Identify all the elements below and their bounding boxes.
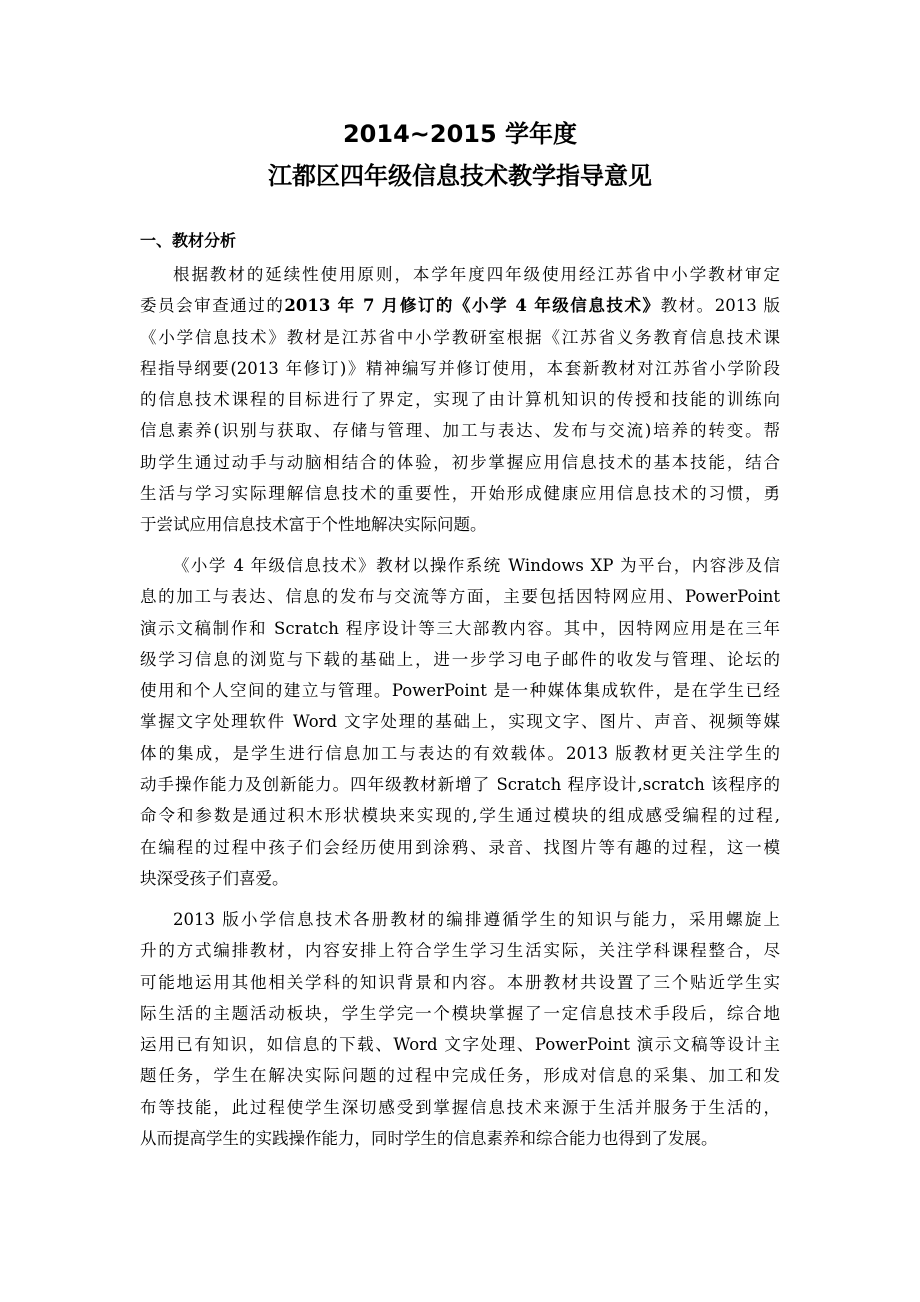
paragraph-line: 信息素养(识别与获取、存储与管理、加工与表达、发布与交流)培养的转变。帮	[140, 421, 780, 441]
paragraph-line	[140, 290, 780, 321]
paragraph-line: 从而提高学生的实践操作能力，同时学生的信息素养和综合能力也得到了发展。	[140, 1129, 718, 1149]
paragraph-line: 命令和参数是通过积木形状模块来实现的,学生通过模块的组成感受编程的过程,	[140, 806, 780, 826]
paragraph-line: 掌握文字处理软件 Word 文字处理的基础上，实现文字、图片、声音、视频等媒	[140, 712, 780, 732]
paragraph-line: 程指导纲要(2013 年修订)》精神编写并修订使用，本套新教材对江苏省小学阶段	[140, 358, 780, 378]
paragraph-line: 运用已有知识，如信息的下载、Word 文字处理、PowerPoint 演示文稿等设计主	[140, 1035, 780, 1055]
paragraph-line: 体的集成，是学生进行信息加工与表达的有效载体。2013 版教材更关注学生的	[140, 743, 780, 763]
paragraph-line: 演示文稿制作和 Scratch 程序设计等三大部教内容。其中，因特网应用是在三年	[140, 618, 780, 638]
paragraph-line: 级学习信息的浏览与下载的基础上，进一步学习电子邮件的收发与管理、论坛的	[140, 649, 780, 669]
text-span: 委员会审查通过的	[140, 296, 285, 316]
paragraph-line: 的信息技术课程的目标进行了界定，实现了由计算机知识的传授和技能的训练向	[140, 390, 780, 410]
paragraph-line: 可能地运用其他相关学科的知识背景和内容。本册教材共设置了三个贴近学生实	[140, 972, 780, 992]
paragraph-line: 块深受孩子们喜爱。	[140, 868, 289, 888]
text-span: 教材。2013 版	[660, 296, 780, 316]
paragraph-line: 生活与学习实际理解信息技术的重要性，开始形成健康应用信息技术的习惯，勇	[140, 484, 780, 504]
paragraph-line: 《小学信息技术》教材是江苏省中小学教研室根据《江苏省义务教育信息技术课	[140, 327, 780, 347]
document-title: 江都区四年级信息技术教学指导意见	[268, 162, 652, 190]
paragraph-line: 升的方式编排教材，内容安排上符合学生学习生活实际，关注学科课程整合，尽	[140, 941, 780, 961]
paragraph-2	[140, 550, 780, 894]
paragraph-line: 助学生通过动手与动脑相结合的体验，初步掌握应用信息技术的基本技能，结合	[140, 452, 780, 472]
paragraph-line: 2013 版小学信息技术各册教材的编排遵循学生的知识与能力，采用螺旋上	[173, 910, 780, 929]
paragraph-line: 动手操作能力及创新能力。四年级教材新增了 Scratch 程序设计,scratch 该程序的	[140, 775, 780, 795]
paragraph-line: 际生活的主题活动板块，学生学完一个模块掌握了一定信息技术手段后，综合地	[140, 1003, 780, 1023]
document-title-year: 2014~2015 学年度	[342, 120, 578, 148]
bold-text-span: 2013 年 7 月修订的《小学 4 年级信息技术》	[284, 296, 661, 316]
paragraph-line: 布等技能，此过程使学生深切感受到掌握信息技术来源于生活并服务于生活的，	[140, 1097, 780, 1117]
paragraph-line: 题任务，学生在解决实际问题的过程中完成任务，形成对信息的采集、加工和发	[140, 1066, 780, 1086]
paragraph-line: 于尝试应用信息技术富于个性地解决实际问题。	[140, 515, 487, 535]
paragraph-3	[140, 904, 780, 1154]
paragraph-1	[140, 259, 780, 541]
paragraph-line: 根据教材的延续性使用原则，本学年度四年级使用经江苏省中小学教材审定	[173, 265, 780, 284]
paragraph-line: 《小学 4 年级信息技术》教材以操作系统 Windows XP 为平台，内容涉及信	[173, 556, 780, 575]
paragraph-line: 息的加工与表达、信息的发布与交流等方面，主要包括因特网应用、PowerPoint	[140, 587, 780, 607]
paragraph-line: 在编程的过程中孩子们会经历使用到涂鸦、录音、找图片等有趣的过程，这一模	[140, 837, 780, 857]
section-heading: 一、教材分析	[140, 231, 237, 250]
paragraph-line: 使用和个人空间的建立与管理。PowerPoint 是一种媒体集成软件，是在学生已经	[140, 681, 780, 701]
